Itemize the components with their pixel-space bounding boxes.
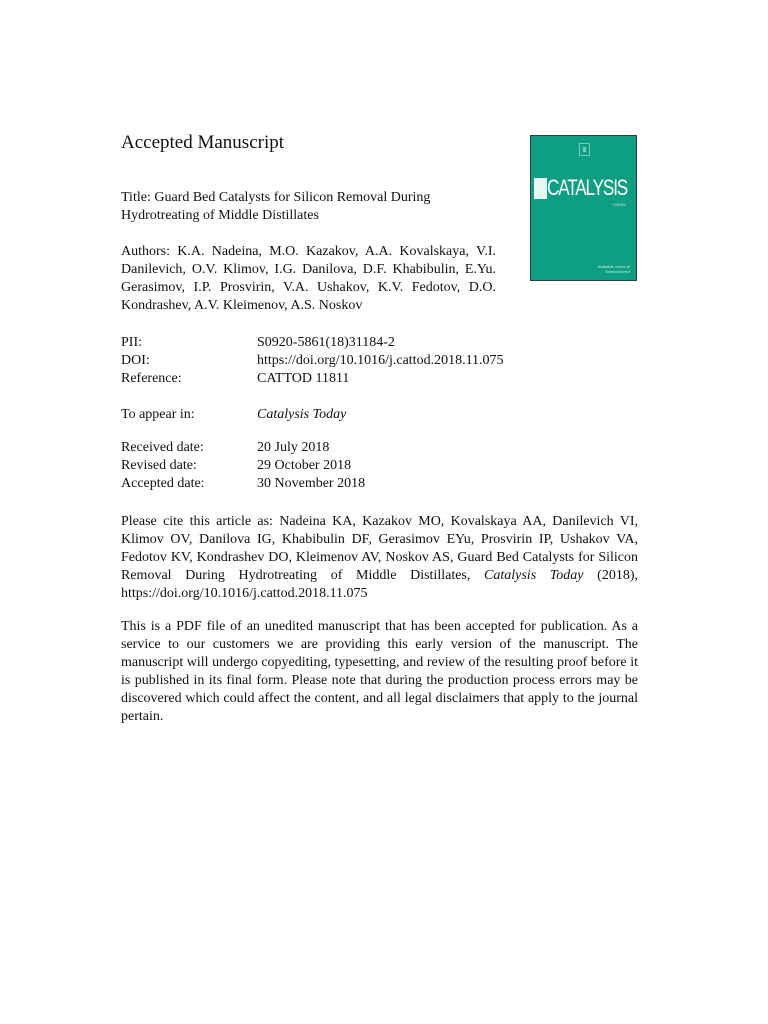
title-label: Title: [121,190,151,205]
received-value: 20 July 2018 [257,440,330,455]
reference-value: CATTOD 11811 [257,371,350,386]
citation-paragraph [121,513,638,603]
accepted-value: 30 November 2018 [257,476,366,491]
cover-mark-icon [534,178,547,199]
journal-cover-image [530,135,637,281]
article-title [121,189,471,225]
appear-label: To appear in: [121,407,195,422]
cover-journal-title: CATALYSIS [547,175,628,200]
pii-label: PII: [121,335,142,350]
authors-label: Authors: [121,244,170,259]
authors-text: K.A. Nadeina, M.O. Kazakov, A.A. Kovalskaya, V.I. Danilevich, O.V. Klimov, I.G. Danilova, D.F. Khabibulin, E.Yu. Gerasimov, I.P. Prosvirin, V.A. Ushakov, K.V. Fedotov, D.O. Kondrashev, A.V. Kleimenov, A.S. Noskov [121,244,496,313]
accepted-label: Accepted date: [121,476,205,491]
pii-value: S0920-5861(18)31184-2 [257,335,395,350]
reference-label: Reference: [121,371,182,386]
cover-publisher-line: Available online at [597,264,630,269]
doi-link[interactable]: https://doi.org/10.1016/j.cattod.2018.11.075 [257,353,504,368]
page-title: Accepted Manuscript [121,132,285,153]
title-text: Guard Bed Catalysts for Silicon Removal During Hydrotreating of Middle Distillates [121,190,431,223]
cover-subtitle: TODAY [612,202,626,207]
cover-publisher-line: ScienceDirect [605,269,630,274]
journal-name: Catalysis Today [257,407,347,422]
received-label: Received date: [121,440,204,455]
disclaimer-paragraph: This is a PDF file of an unedited manuscript that has been accepted for publication. As a service to our customers we are providing this early version of the manuscript. The manuscript will undergo copyediting, typesetting, and review of the resulting proof before it is published in its final form. Please note that during the production process errors may be discovered which could affect the content, and all legal disclaimers that apply to the journal pertain. [121,619,638,724]
citation-doi: (2018), https://doi.org/10.1016/j.cattod.2018.11.075 [121,568,638,601]
article-authors [121,243,496,315]
doi-label: DOI: [121,353,150,368]
revised-label: Revised date: [121,458,197,473]
citation-text: Please cite this article as: Nadeina KA, Kazakov MO, Kovalskaya AA, Danilevich VI, Klimov OV, Danilova IG, Khabibulin DF, Gerasimov EYu, Prosvirin IP, Ushakov VA, Fedotov KV, Kondrashev DO, Kleimenov AV, Noskov AS, Guard Bed Catalysts for Silicon Removal During Hydrotreating of Middle Distillates, [121,514,638,583]
citation-journal: Catalysis Today [484,568,584,583]
publisher-logo-icon [579,143,590,156]
cover-publisher [598,264,630,274]
revised-value: 29 October 2018 [257,458,352,473]
